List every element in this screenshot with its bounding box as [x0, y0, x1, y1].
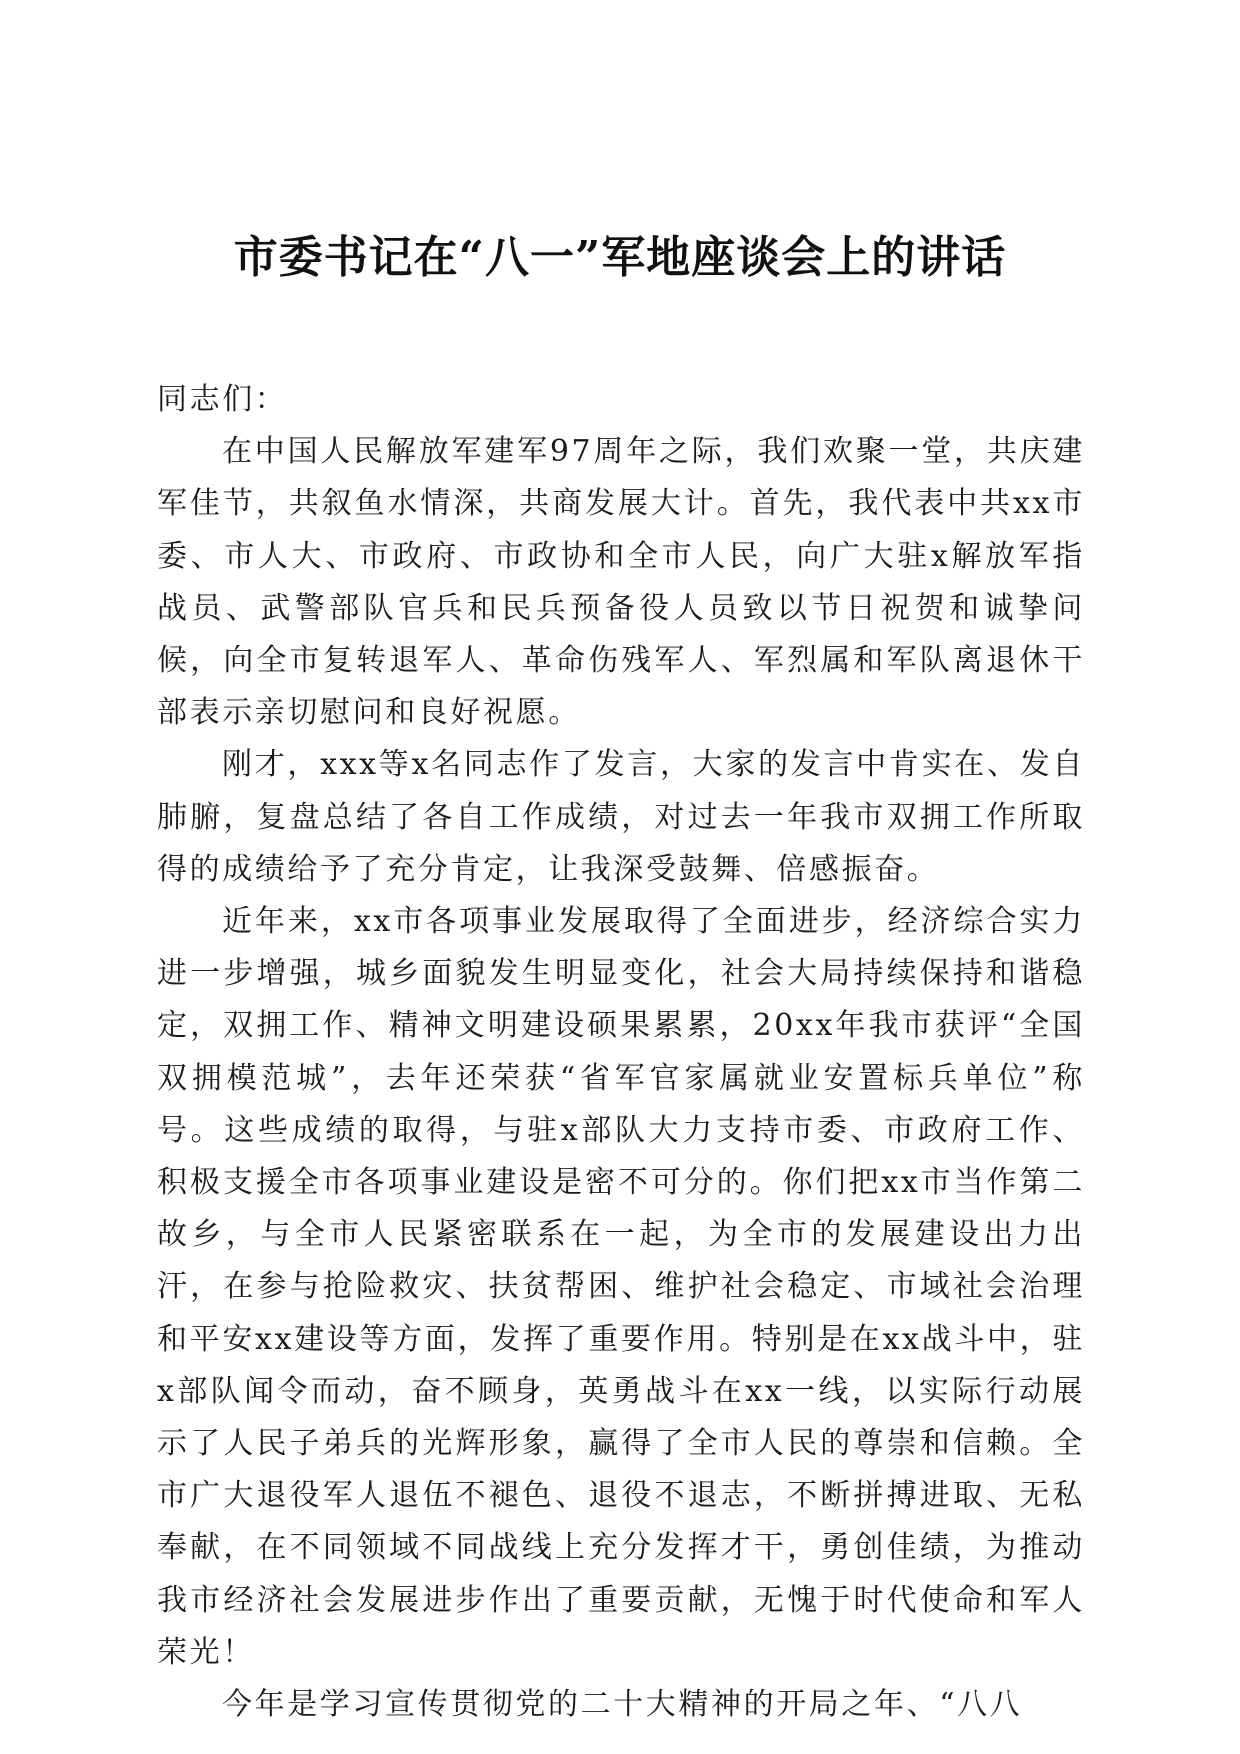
- document-title: 市委书记在“八一”军地座谈会上的讲话: [233, 232, 1007, 283]
- document-body: [157, 374, 1085, 1731]
- paragraph-2: 刚才，xxx等x名同志作了发言，大家的发言中肯实在、发自肺腑，复盘总结了各自工作成绩，对过去一年我市双拥工作所取得的成绩给予了充分肯定，让我深受鼓舞、倍感振奋。: [157, 747, 1085, 887]
- salutation: 同志们：: [157, 382, 288, 417]
- paragraph-3: 近年来，xx市各项事业发展取得了全面进步，经济综合实力进一步增强，城乡面貌发生明显变化，社会大局持续保持和谐稳定，双拥工作、精神文明建设硕果累累，20xx年我市获评“全国双拥模范城”，去年还荣获“省军官家属就业安置标兵单位”称号。这些成绩的取得，与驻x部队大力支持市委、市政府工作、积极支援全市各项事业建设是密不可分的。你们把xx市当作第二故乡，与全市人民紧密联系在一起，为全市的发展建设出力出汗，在参与抢险救灾、扶贫帮困、维护社会稳定、市域社会治理和平安xx建设等方面，发挥了重要作用。特别是在xx战斗中，驻x部队闻令而动，奋不顾身，英勇战斗在xx一线，以实际行动展示了人民子弟兵的光辉形象，赢得了全市人民的尊崇和信赖。全市广大退役军人退伍不褪色、退役不退志，不断拼搏进取、无私奉献，在不同领域不同战线上充分发挥才干，勇创佳绩，为推动我市经济社会发展进步作出了重要贡献，无愧于时代使命和军人荣光！: [157, 904, 1085, 1670]
- paragraph-1: 在中国人民解放军建军97周年之际，我们欢聚一堂，共庆建军佳节，共叙鱼水情深，共商发展大计。首先，我代表中共xx市委、市人大、市政府、市政协和全市人民，向广大驻x解放军指战员、武警部队官兵和民兵预备役人员致以节日祝贺和诚挚问候，向全市复转退军人、革命伤残军人、军烈属和军队离退休干部表示亲切慰问和良好祝愿。: [157, 434, 1085, 731]
- paragraph-4: 今年是学习宣传贯彻党的二十大精神的开局之年、“八八: [222, 1687, 1023, 1723]
